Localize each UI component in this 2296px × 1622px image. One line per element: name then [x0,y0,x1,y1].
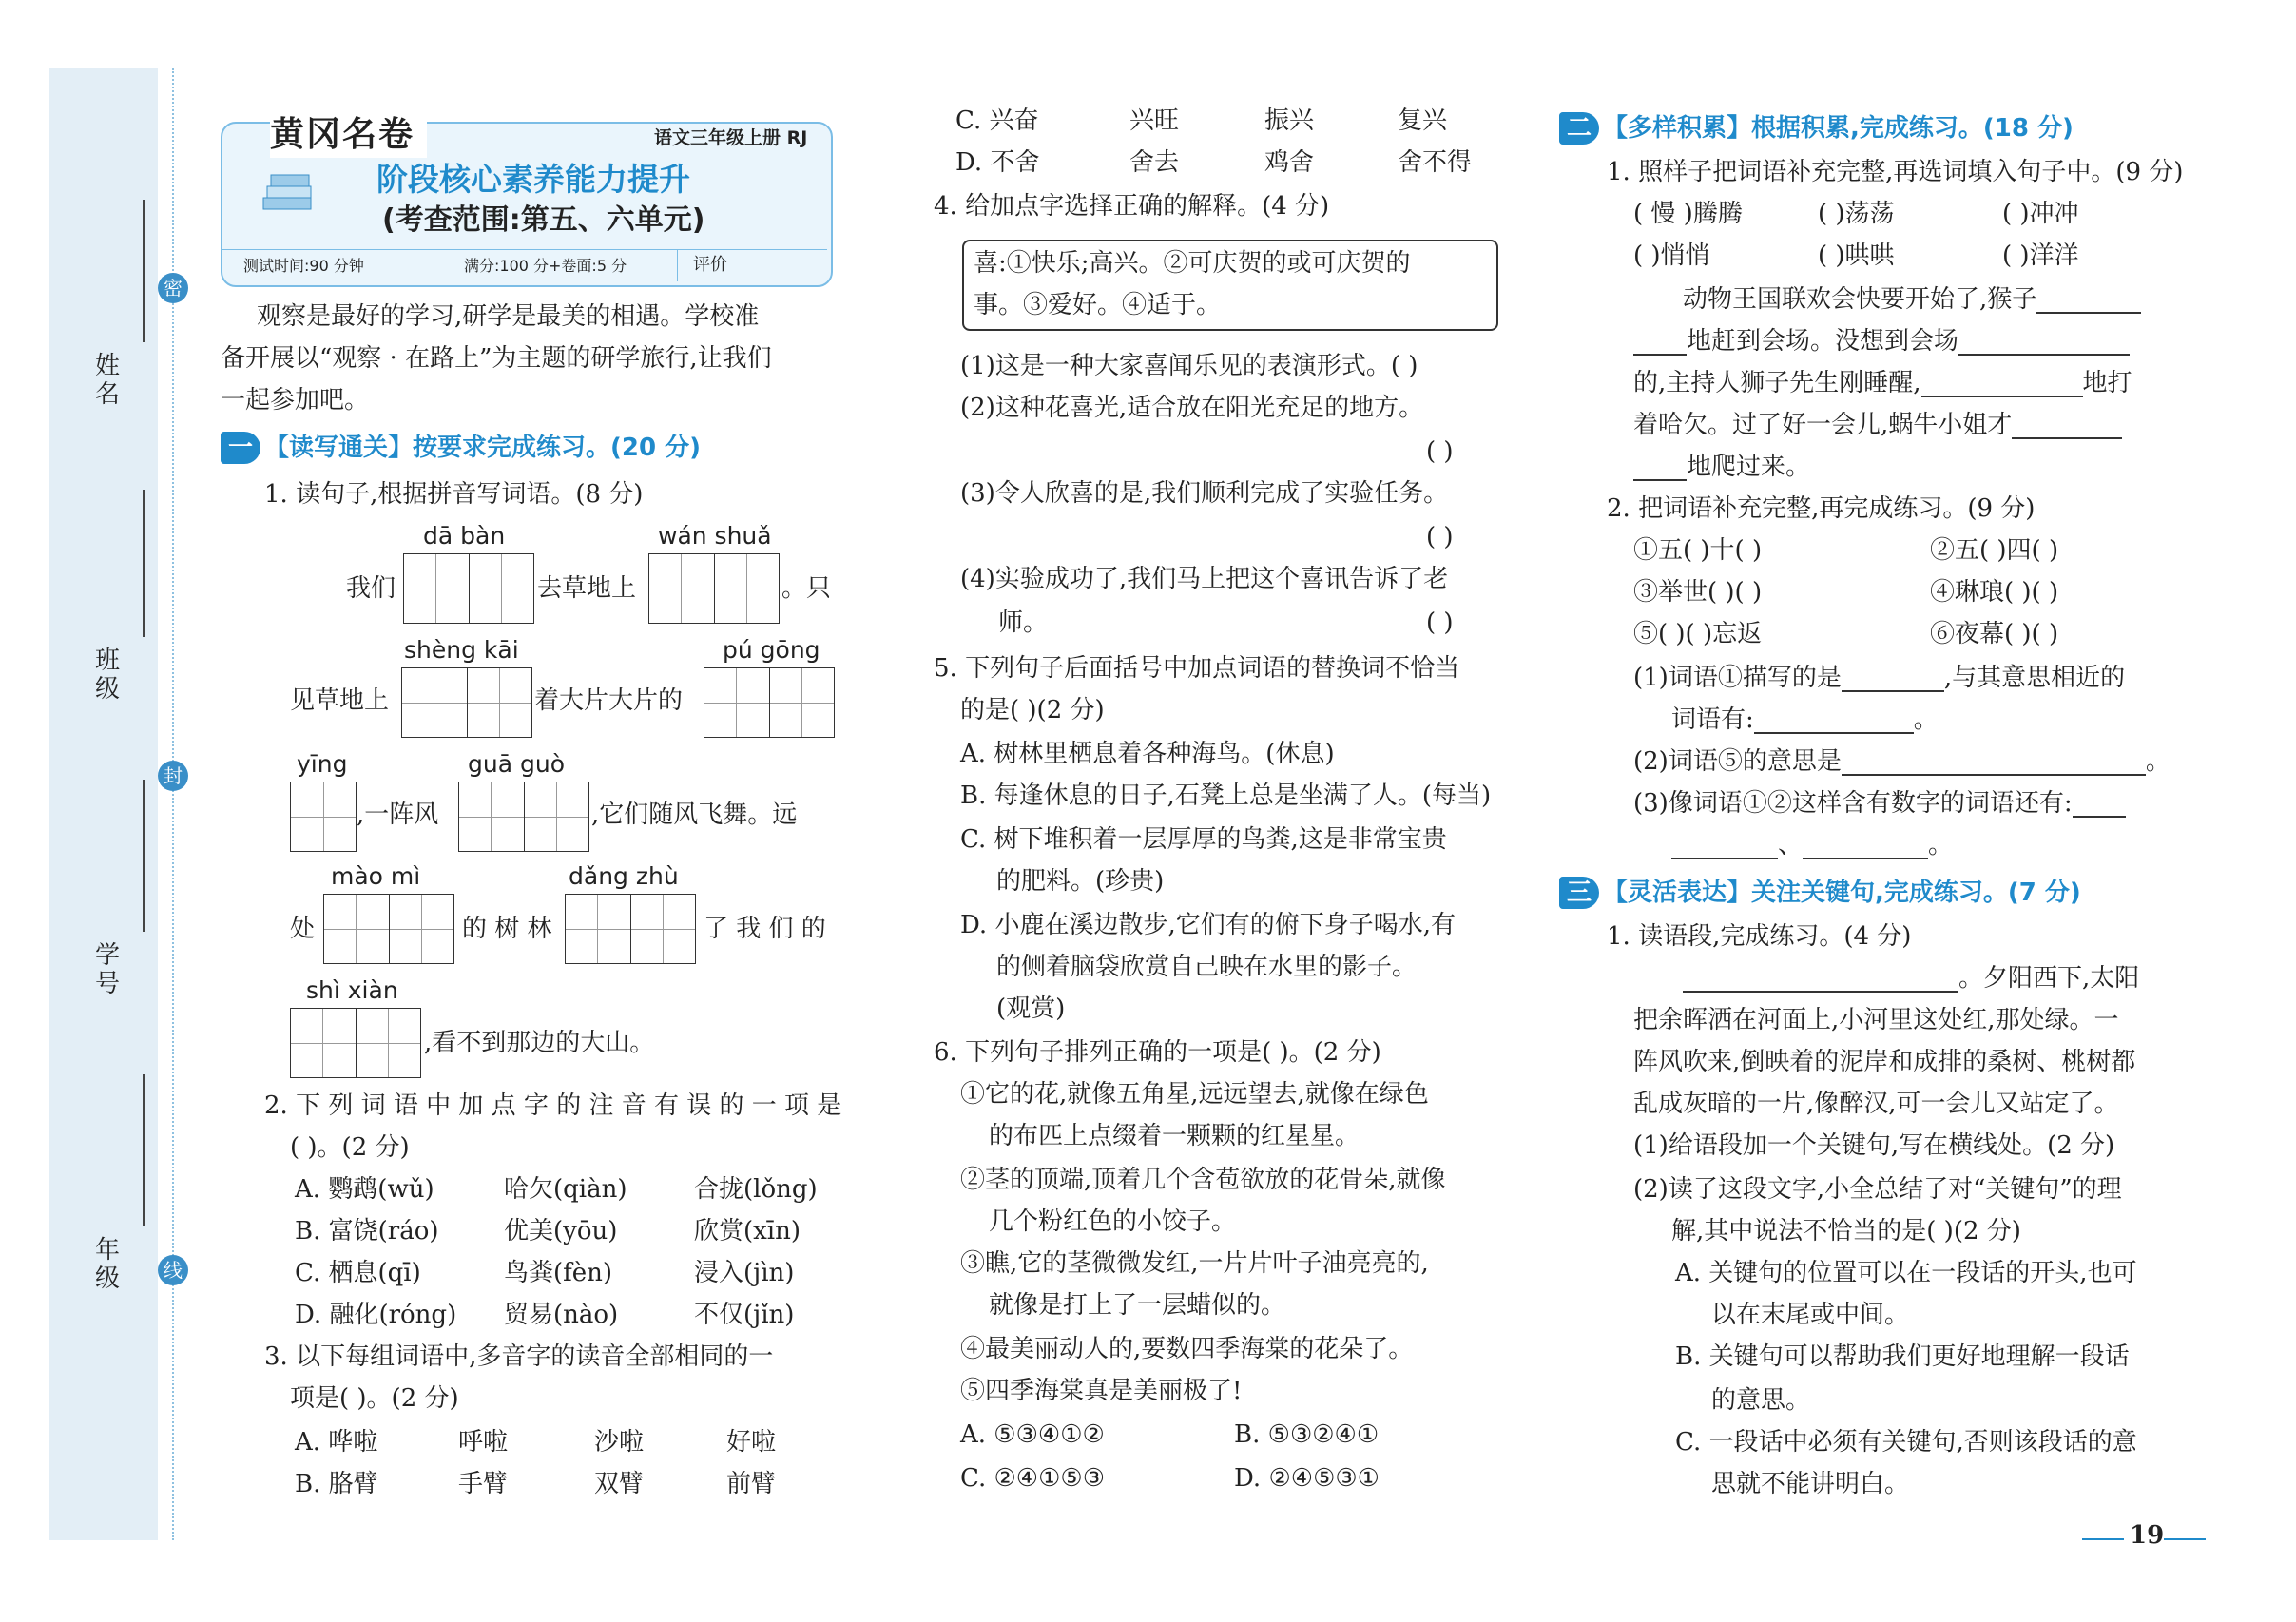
q2-option-b: 欣赏(xīn) [694,1217,801,1245]
q2-option-a: 合拢(lǒng) [694,1175,818,1204]
exam-scope: (考查范围:第五、六单元) [382,203,705,237]
q5-option-c-cont: 的肥料。(珍贵) [996,867,1165,896]
s2q1-para [1683,285,2141,314]
q3-option-a[interactable]: A. 哗啦 [295,1428,378,1457]
blank-line[interactable] [1683,966,1958,993]
pinyin-maomi: mào mì [331,862,421,890]
s2q1-para [1633,327,2130,356]
fill-word[interactable]: ( )悄悄 [1633,241,1710,270]
section-2-heading [1559,110,2074,146]
s2q2-sub-3b: 、 。 [1671,831,1953,859]
blank-line[interactable] [2012,413,2122,439]
q2-line-2: ( )。(2 分) [290,1133,410,1162]
q6-sentence: ①它的花,就像五角星,远远望去,就像在绿色 [960,1080,1429,1109]
pinyin-ying: yīng [297,750,348,778]
s2q1-para-text: 动物王国联欢会快要开始了,猴子 [1683,285,2037,314]
name-label: 姓名 [95,352,121,409]
blank-line[interactable] [1803,833,1928,859]
q1-text-11: ,看不到那边的大山。 [424,1029,655,1057]
books-icon [261,169,318,217]
q6-sentence: ⑤四季海棠真是美丽极了! [960,1377,1243,1405]
answer-grid[interactable] [403,553,534,624]
s3q1-option-a[interactable]: A. 关键句的位置可以在一段话的开头,也可 [1675,1259,2137,1287]
q6-sentence: ②茎的顶端,顶着几个含苞欲放的花骨朵,就像 [960,1166,1446,1194]
answer-grid[interactable] [290,782,357,852]
q3-option-d[interactable]: D. 不舍 [955,148,1040,177]
q6-sentence: 就像是打上了一层蜡似的。 [989,1291,1286,1320]
blank-line[interactable] [1842,749,2146,776]
s2q2-sub-3 [1633,789,2126,818]
idiom-fill[interactable]: ①五( )十( ) [1633,536,1763,565]
blank-line[interactable] [1633,454,1687,481]
q3-line-2: 项是( )。(2 分) [290,1384,459,1413]
seal-feng: 封 [158,761,188,791]
q6-sentence: ③瞧,它的茎微微发红,一片片叶子油亮亮的, [960,1249,1429,1278]
q2-option-a[interactable]: A. 鹦鹉(wǔ) [295,1175,434,1204]
q6-option-c[interactable]: C. ②④①⑤③ [960,1464,1106,1493]
s2q1-para [1633,369,2132,397]
pinyin-wanshua: wán shuǎ [658,522,772,550]
answer-grid[interactable] [648,553,780,624]
page-rule-right [2164,1538,2206,1540]
grade-label: 年级 [95,1236,121,1293]
q4-item-4-answer[interactable]: ( ) [1426,608,1454,637]
q3-option-b: 手臂 [458,1470,509,1498]
s2q1-title: 1. 照样子把词语补充完整,再选词填入句子中。(9 分) [1607,158,2184,186]
q6-title: 6. 下列句子排列正确的一项是( )。(2 分) [934,1038,1381,1067]
s3q1-option-a-cont: 以在末尾或中间。 [1711,1301,1910,1329]
pinyin-shixian: shì xiàn [306,976,398,1004]
fill-word[interactable]: ( )冲冲 [2002,200,2079,228]
sub-text: 词语有: [1671,705,1754,734]
q4-item-3-answer[interactable]: ( ) [1426,523,1454,551]
s2q1-para-text: 地爬过来。 [1687,453,1811,481]
s3q1-option-b-cont: 的意思。 [1711,1386,1811,1415]
q3-option-a: 呼啦 [458,1428,509,1457]
s2q1-para [1633,453,1810,481]
s2q2-sub-1: (1)词语①描写的是 ,与其意思相近的 [1633,664,2126,692]
s2q1-para-text: 的,主持人狮子先生刚睡醒, [1633,369,1921,397]
q3-option-a: 好啦 [726,1428,777,1457]
q2-option-c: 鸟粪(fèn) [504,1259,613,1287]
name-line [143,200,145,342]
s2q1-para-text: 着哈欠。过了好一会儿,蜗牛小姐才 [1633,411,2013,439]
blank-line[interactable] [1671,833,1778,859]
idiom-fill[interactable]: ②五( )四( ) [1930,536,2059,565]
q6-option-a[interactable]: A. ⑤③④①② [960,1420,1105,1449]
q3-option-b[interactable]: B. 胳臂 [295,1470,378,1498]
q3-option-b: 前臂 [726,1470,777,1498]
idiom-fill[interactable]: ⑤( )( )忘返 [1633,620,1763,648]
s3q1-line: 把余晖洒在河面上,小河里这处红,那处绿。一 [1633,1006,2119,1034]
section-1-heading [221,430,701,466]
answer-grid[interactable] [565,894,696,964]
q1-title: 1. 读句子,根据拼音写词语。(8 分) [264,480,644,509]
class-label: 班级 [95,647,121,704]
binding-margin [49,68,158,1540]
answer-grid[interactable] [401,667,532,738]
q3-option-c: 振兴 [1264,106,1315,135]
q5-option-c[interactable]: C. 树下堆积着一层厚厚的鸟粪,这是非常宝贵 [960,825,1447,854]
q3-line-1: 3. 以下每组词语中,多音字的读音全部相同的一 [264,1342,774,1371]
q1-text-4: 见草地上 [290,686,390,715]
s3q1-sub-2: (2)读了这段文字,小全总结了对“关键句”的理 [1633,1175,2122,1204]
q2-option-b: 优美(yōu) [504,1217,618,1245]
student-id-label: 学号 [95,941,121,998]
s2q1-para-text: 地赶到会场。没想到会场 [1687,327,1959,356]
pinyin-shengkai: shèng kāi [404,636,519,664]
blank-line[interactable] [1921,371,2083,397]
q4-item-4b: 师。 [998,608,1049,637]
answer-grid[interactable] [290,1008,421,1078]
student-id-line [143,780,145,932]
q4-item-4: (4)实验成功了,我们马上把这个喜讯告诉了老 [960,565,1449,593]
q6-sentence: 几个粉红色的小饺子。 [989,1207,1237,1236]
q1-text-10: 了 我 们 的 [704,915,826,943]
blank-line[interactable] [1842,666,1944,692]
intro-line-1: 观察是最好的学习,研学是最美的相遇。学校准 [257,302,760,331]
q4-item-2-answer[interactable]: ( ) [1426,437,1454,466]
fill-word[interactable]: ( )洋洋 [2002,241,2079,270]
section-3-title: 【灵活表达】关注关键句,完成练习。(7 分) [1603,879,2081,907]
s3q1-option-c[interactable]: C. 一段话中必须有关键句,否则该段话的意 [1675,1428,2137,1457]
grade-tag: 语文三年级上册 RJ [654,127,808,148]
q3-option-c: 兴旺 [1129,106,1180,135]
s3q1-sub-1: (1)给语段加一个关键句,写在横线处。(2 分) [1633,1131,2115,1160]
q6-sentence: ④最美丽动人的,要数四季海棠的花朵了。 [960,1335,1414,1363]
section-2-title: 【多样积累】根据积累,完成练习。(18 分) [1603,114,2074,143]
q2-option-a: 哈欠(qiàn) [504,1175,627,1204]
seal-xian: 线 [158,1255,188,1285]
definition-line-1: 喜:①快乐;高兴。②可庆贺的或可庆贺的 [974,249,1411,278]
blank-line[interactable] [1754,707,1914,734]
q3-option-b: 双臂 [594,1470,645,1498]
page-rule-left [2082,1538,2124,1540]
sub-text: (1)词语①描写的是 [1633,664,1842,692]
q6-sentence: 的布匹上点缀着一颗颗的红星星。 [989,1122,1360,1150]
s3q1-line: 乱成灰暗的一片,像醉汉,可一会儿又站定了。 [1633,1090,2119,1118]
s2q2-sub-1b: 词语有: 。 [1671,705,1939,734]
s3q1-title: 1. 读语段,完成练习。(4 分) [1607,922,1912,951]
test-time: 测试时间:90 分钟 [243,257,364,275]
q5-option-a[interactable]: A. 树林里栖息着各种海鸟。(休息) [960,740,1335,768]
q2-option-c[interactable]: C. 栖息(qī) [295,1259,421,1287]
q1-text-7: ,它们随风飞舞。远 [591,801,798,829]
q3-option-c[interactable]: C. 兴奋 [955,106,1039,135]
q5-option-b[interactable]: B. 每逢休息的日子,石凳上总是坐满了人。(每当) [960,782,1492,810]
sub-text: (3)像词语①②这样含有数字的词语还有: [1633,789,2073,818]
q1-text-9: 的 树 林 [462,915,552,943]
q5-option-d-cont2: (观赏) [996,994,1066,1023]
fill-word[interactable]: ( )荡荡 [1818,200,1895,228]
q3-option-c: 复兴 [1398,106,1448,135]
q3-option-d: 舍去 [1129,148,1180,177]
blank-line[interactable] [2073,791,2126,818]
section-1-number: 一 [221,432,260,464]
section-3-heading [1559,875,2081,911]
q2-option-d[interactable]: D. 融化(róng) [295,1301,457,1329]
q1-text-8: 处 [290,915,316,943]
sub-text: 与其意思相近的 [1952,664,2126,692]
pinyin-pugong: pú gōng [723,636,820,664]
section-3-number: 三 [1559,877,1599,909]
pinyin-dangzhu: dǎng zhù [569,862,679,890]
grade-line [143,1074,145,1226]
idiom-fill[interactable]: ⑥夜幕( )( ) [1930,620,2059,648]
q2-option-c: 浸入(jìn) [694,1259,795,1287]
full-score: 满分:100 分+卷面:5 分 [464,257,627,275]
fill-word[interactable]: ( )哄哄 [1818,241,1895,270]
q5-line-2: 的是( )(2 分) [960,696,1105,724]
q5-option-d-cont: 的侧着脑袋欣赏自己映在水里的影子。 [996,953,1418,981]
q3-option-a: 沙啦 [594,1428,645,1457]
page-number: 19 [2130,1521,2165,1550]
sub-text: (2)词语⑤的意思是 [1633,747,1842,776]
q6-option-d[interactable]: D. ②④⑤③① [1234,1464,1380,1493]
q4-item-1: (1)这是一种大家喜闻乐见的表演形式。( ) [960,352,1418,380]
q1-text-5: 着大片大片的 [534,686,684,715]
answer-grid[interactable] [458,782,589,852]
q2-option-b[interactable]: B. 富饶(ráo) [295,1217,439,1245]
q4-title: 4. 给加点字选择正确的解释。(4 分) [934,192,1330,221]
q4-item-3: (3)令人欣喜的是,我们顺利完成了实验任务。 [960,479,1449,508]
definition-line-2: 事。③爱好。④适于。 [974,291,1222,319]
section-1-title: 【读写通关】按要求完成练习。(20 分) [264,434,701,462]
q3-option-d: 舍不得 [1398,148,1473,177]
section-2-number: 二 [1559,112,1599,145]
s3q1-line: 阵风吹来,倒映着的泥岸和成排的桑树、桃树都 [1633,1048,2136,1076]
q3-option-d: 鸡舍 [1264,148,1315,177]
q5-line-1: 5. 下列句子后面括号中加点词语的替换词不恰当 [934,654,1460,683]
s2q2-sub-2: (2)词语⑤的意思是 。 [1633,747,2171,776]
fill-word[interactable]: ( 慢 )腾腾 [1633,200,1743,228]
s3q1-option-b[interactable]: B. 关键句可以帮助我们更好地理解一段话 [1675,1342,2130,1371]
s3q1-text: 。夕阳西下,太阳 [1958,964,2140,993]
q4-item-2: (2)这种花喜光,适合放在阳光充足的地方。 [960,394,1424,422]
intro-line-3: 一起参加吧。 [221,386,370,415]
q5-option-d[interactable]: D. 小鹿在溪边散步,它们有的俯下身子喝水,有 [960,911,1456,939]
s3q1-line [1683,964,2139,993]
q1-text-6: ,一阵风 [357,801,439,829]
q2-option-d: 贸易(nào) [504,1301,619,1329]
q1-text-2: 去草地上 [537,574,637,603]
page-title: 阶段核心素养能力提升 [376,161,690,198]
q2-option-d: 不仅(jǐn) [694,1301,795,1329]
seal-mi: 密 [158,273,188,303]
s2q1-para-text: 地打 [2082,369,2132,397]
q1-text-3: 。只 [781,574,832,603]
q2-line-1: 2. 下 列 词 语 中 加 点 字 的 注 音 有 误 的 一 项 是 [264,1091,842,1120]
pinyin-daban: dā bàn [423,522,506,550]
blank-line[interactable] [1633,329,1687,356]
s2q1-para [1633,411,2122,439]
pinyin-guaguo: guā guò [468,750,565,778]
blank-line[interactable] [1958,329,2130,356]
idiom-fill[interactable]: ④琳琅( )( ) [1930,578,2059,607]
eval-label: 评价 [677,249,743,281]
blank-line[interactable] [2036,287,2141,314]
intro-line-2: 备开展以“观察 · 在路上”为主题的研学旅行,让我们 [221,344,772,373]
s3q1-option-c-cont: 思就不能讲明白。 [1711,1470,1910,1498]
q1-text-1: 我们 [346,574,396,603]
class-line [143,490,145,637]
s2q2-title: 2. 把词语补充完整,再完成练习。(9 分) [1607,494,2036,523]
q6-option-b[interactable]: B. ⑤③②④① [1234,1420,1380,1449]
answer-grid[interactable] [323,894,454,964]
brand-logo: 黄冈名卷 [270,112,427,158]
s3q1-sub-2b: 解,其中说法不恰当的是( )(2 分) [1671,1217,2021,1245]
idiom-fill[interactable]: ③举世( )( ) [1633,578,1763,607]
answer-grid[interactable] [704,667,835,738]
